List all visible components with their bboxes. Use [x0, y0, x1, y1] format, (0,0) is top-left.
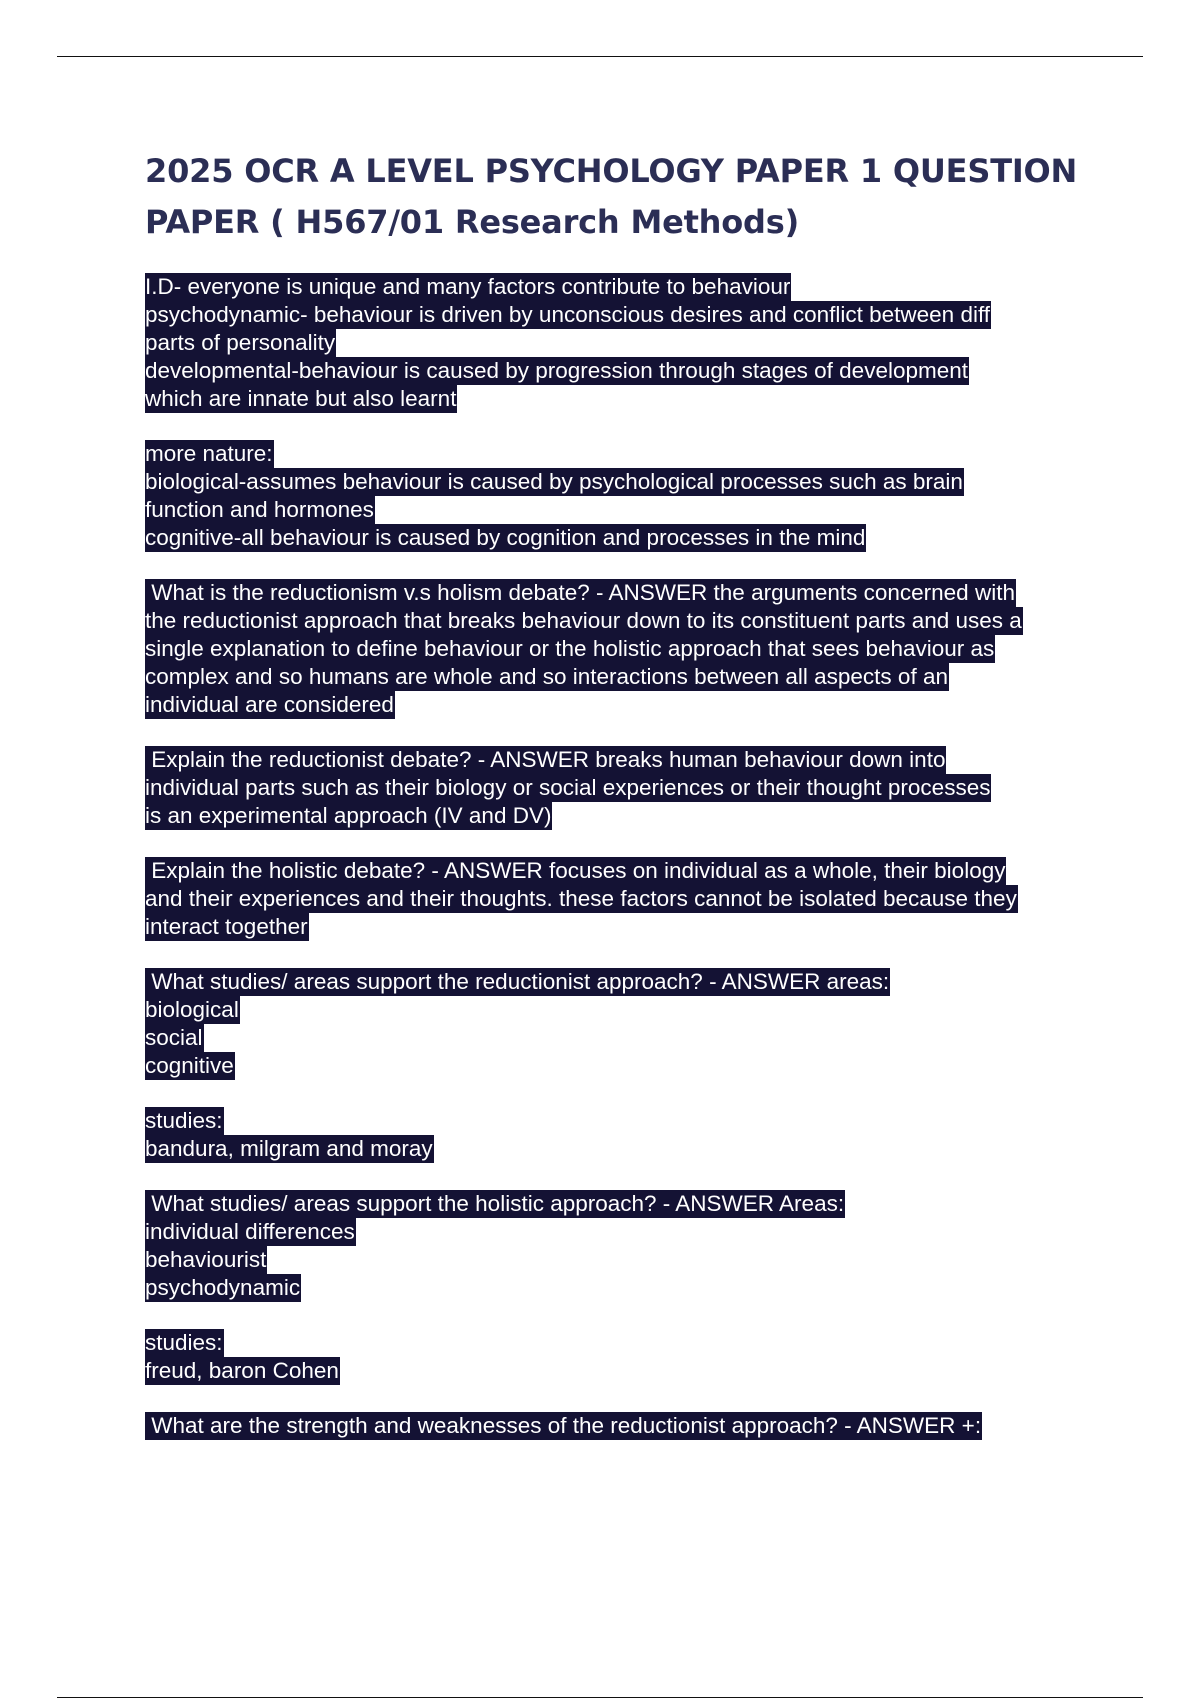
highlighted-text: biological [145, 997, 239, 1022]
highlighted-text: which are innate but also learnt [145, 386, 457, 411]
highlighted-text: What are the strength and weaknesses of the reductionist approach? - ANSWER +: [145, 1413, 982, 1438]
highlighted-text: I.D- everyone is unique and many factors contribute to behaviour [145, 274, 791, 299]
text-line [145, 802, 1145, 830]
question-line [145, 1412, 1145, 1440]
text-line [145, 885, 1145, 913]
highlighted-text: more nature: [145, 441, 273, 466]
text-line [145, 607, 1145, 635]
question-line [145, 746, 1145, 774]
highlighted-text: parts of personality [145, 330, 336, 355]
text-line [145, 468, 1145, 496]
top-rule [57, 56, 1143, 57]
highlighted-text: studies: [145, 1330, 223, 1355]
text-line [145, 385, 1145, 413]
highlighted-text: and their experiences and their thoughts. these factors cannot be isolated because they [145, 886, 1017, 911]
highlighted-text: freud, baron Cohen [145, 1358, 339, 1383]
highlighted-text: interact together [145, 914, 308, 939]
text-line [145, 1329, 1145, 1357]
highlighted-text: What studies/ areas support the holistic approach? - ANSWER Areas: [145, 1191, 845, 1216]
highlighted-text: individual parts such as their biology or social experiences or their thought processes [145, 775, 991, 800]
qa-block [145, 1190, 1145, 1302]
text-line [145, 357, 1145, 385]
highlighted-text: individual differences [145, 1219, 355, 1244]
paragraph-block [145, 1107, 1145, 1163]
text-line [145, 1107, 1145, 1135]
paragraph-block [145, 440, 1145, 552]
text-line [145, 635, 1145, 663]
list-item [145, 1246, 1145, 1274]
highlighted-text: complex and so humans are whole and so interactions between all aspects of an [145, 664, 948, 689]
text-line [145, 496, 1145, 524]
document-body [145, 273, 1145, 1467]
highlighted-text: studies: [145, 1108, 223, 1133]
highlighted-text: Explain the holistic debate? - ANSWER focuses on individual as a whole, their biology [145, 858, 1006, 883]
paragraph-block [145, 1329, 1145, 1385]
list-item [145, 996, 1145, 1024]
title-line-1: 2025 OCR A LEVEL PSYCHOLOGY PAPER 1 QUESTION [145, 152, 1078, 190]
text-line [145, 774, 1145, 802]
text-line [145, 913, 1145, 941]
list-item [145, 1274, 1145, 1302]
text-line [145, 329, 1145, 357]
question-line [145, 857, 1145, 885]
highlighted-text: behaviourist [145, 1247, 267, 1272]
highlighted-text: individual are considered [145, 692, 394, 717]
qa-block [145, 746, 1145, 830]
text-line [145, 691, 1145, 719]
highlighted-text: single explanation to define behaviour or the holistic approach that sees behaviour as [145, 636, 995, 661]
question-line [145, 579, 1145, 607]
highlighted-text: psychodynamic [145, 1275, 301, 1300]
bottom-rule [57, 1697, 1143, 1698]
highlighted-text: psychodynamic- behaviour is driven by unconscious desires and conflict between diff [145, 302, 991, 327]
text-line [145, 663, 1145, 691]
document-title [145, 146, 1105, 248]
text-line [145, 440, 1145, 468]
highlighted-text: the reductionist approach that breaks behaviour down to its constituent parts and uses a [145, 608, 1022, 633]
highlighted-text: is an experimental approach (IV and DV) [145, 803, 552, 828]
highlighted-text: Explain the reductionist debate? - ANSWER breaks human behaviour down into [145, 747, 946, 772]
qa-block [145, 1412, 1145, 1440]
qa-block [145, 579, 1145, 719]
list-item [145, 1218, 1145, 1246]
question-line [145, 1190, 1145, 1218]
question-line [145, 968, 1145, 996]
text-line [145, 524, 1145, 552]
highlighted-text: What studies/ areas support the reductionist approach? - ANSWER areas: [145, 969, 890, 994]
text-line [145, 301, 1145, 329]
highlighted-text: What is the reductionism v.s holism debate? - ANSWER the arguments concerned with [145, 580, 1015, 605]
list-item [145, 1052, 1145, 1080]
text-line [145, 1357, 1145, 1385]
highlighted-text: social [145, 1025, 203, 1050]
text-line [145, 1135, 1145, 1163]
highlighted-text: function and hormones [145, 497, 374, 522]
list-item [145, 1024, 1145, 1052]
highlighted-text: biological-assumes behaviour is caused by psychological processes such as brain [145, 469, 963, 494]
highlighted-text: bandura, milgram and moray [145, 1136, 433, 1161]
paragraph-block [145, 273, 1145, 413]
qa-block [145, 857, 1145, 941]
highlighted-text: cognitive [145, 1053, 234, 1078]
highlighted-text: cognitive-all behaviour is caused by cognition and processes in the mind [145, 525, 866, 550]
qa-block [145, 968, 1145, 1080]
highlighted-text: developmental-behaviour is caused by progression through stages of development [145, 358, 969, 383]
text-line [145, 273, 1145, 301]
title-line-2: PAPER ( H567/01 Research Methods) [145, 203, 800, 241]
